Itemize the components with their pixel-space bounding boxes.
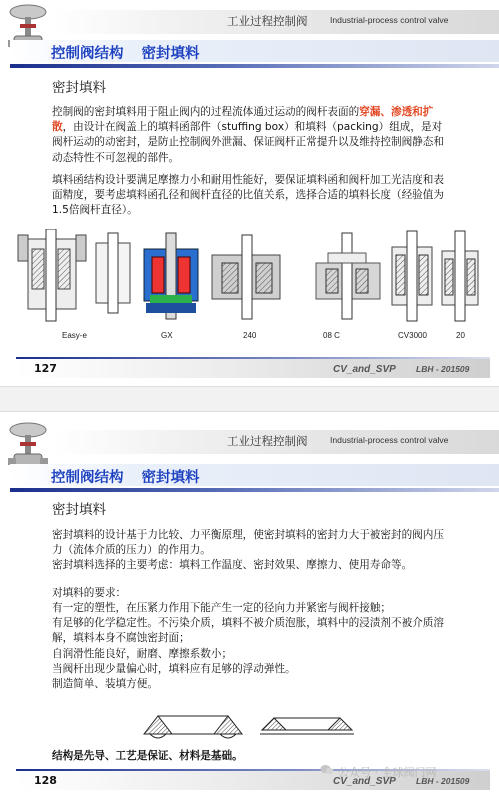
section-subtitle: 密封填料 (52, 502, 106, 518)
figure-240 (212, 235, 280, 319)
footer-code: LBH - 201509 (416, 364, 470, 374)
slide-title: 控制阀结构 密封填料 (51, 46, 200, 62)
figure-label-easy-e: Easy-e (62, 331, 87, 340)
header-title-en: Industrial-process control valve (330, 435, 449, 445)
packing-ring-right (260, 718, 354, 734)
packing-ring-left (144, 716, 242, 738)
figure-gx (144, 233, 198, 319)
footer-course: CV_and_SVP (333, 364, 396, 375)
paragraph-intro: 控制阀的密封填料用于阻止阀内的过程流体通过运动的阀杆表面的穿漏、渗透和扩散，由设计在阀盖上的填料函部件（stuffing box）和填料（packing）组成，是对阀杆运动的动密封，是防止控制阀外泄漏、保证阀杆正常提升以及维持控制阀静态和动态特性不可忽视的部件。 (52, 106, 444, 164)
watermark-text: 公众号 · 全球阀门网 (338, 766, 437, 779)
footer-course: CV_and_SVP (333, 776, 396, 787)
figure-label-gx: GX (161, 331, 173, 340)
page-number: 127 (34, 362, 57, 375)
header-title-en: Industrial-process control valve (330, 15, 449, 25)
requirements-title: 对填料的要求： (52, 587, 127, 599)
paragraph-principle: 密封填料的设计基于力比较、力平衡原理，使密封填料的密封力大于被密封的阀内压力（流体介质的压力）的作用力。 (52, 529, 444, 557)
slide-title-block (10, 40, 499, 70)
requirement-item: 有一定的塑性，在压紧力作用下能产生一定的径向力并紧密与阀杆接触； (52, 602, 391, 614)
figure-08c (316, 233, 380, 319)
slide-title-block (10, 464, 499, 494)
closing-statement: 结构是先导、工艺是保证、材料是基础。 (52, 750, 243, 762)
slide-127 (0, 0, 499, 386)
highlight-text: 穿漏、渗透和扩散 (52, 106, 434, 134)
slide-title: 控制阀结构 密封填料 (51, 470, 200, 486)
figure-label-240: 240 (243, 331, 257, 340)
paragraph-selection: 密封填料选择的主要考虑：填料工作温度、密封效果、摩擦力、使用寿命等。 (52, 559, 413, 571)
requirement-item: 当阀杆出现少量偏心时，填料应有足够的浮动弹性。 (52, 663, 296, 675)
wechat-icon (320, 764, 334, 776)
figure-20 (442, 231, 478, 321)
figure-label-20: 20 (456, 331, 465, 340)
figure-easy-e (18, 229, 130, 321)
slide-128 (0, 412, 499, 798)
packing-box-figures (16, 229, 482, 323)
footer-code: LBH - 201509 (416, 776, 470, 786)
requirement-item: 有足够的化学稳定性。不污染介质，填料不被介质泡胀，填料中的浸渍剂不被介质溶解，填料本身不腐蚀密封面； (52, 617, 444, 645)
section-subtitle: 密封填料 (52, 80, 106, 96)
figure-label-cv3000: CV3000 (398, 331, 427, 340)
requirement-item: 自润滑性能良好，耐磨、摩擦系数小； (52, 648, 233, 660)
figure-label-08c: 08 C (323, 331, 340, 340)
slide-separator (0, 386, 499, 412)
page-number: 128 (34, 774, 57, 787)
header-title-cn: 工业过程控制阀 (227, 434, 308, 448)
figure-cv3000 (392, 231, 432, 321)
header-title-cn: 工业过程控制阀 (227, 14, 308, 28)
paragraph-design: 填料函结构设计要满足摩擦力小和耐用性能好，要保证填料函和阀杆加工光洁度和表面精度，要考虑填料函孔径和阀杆直径的比值关系，选择合适的填料长度（经验值为1.5倍阀杆直径）。 (52, 174, 444, 217)
requirement-item: 制造简单、装填方便。 (52, 678, 158, 690)
packing-ring-diagrams (140, 704, 360, 754)
